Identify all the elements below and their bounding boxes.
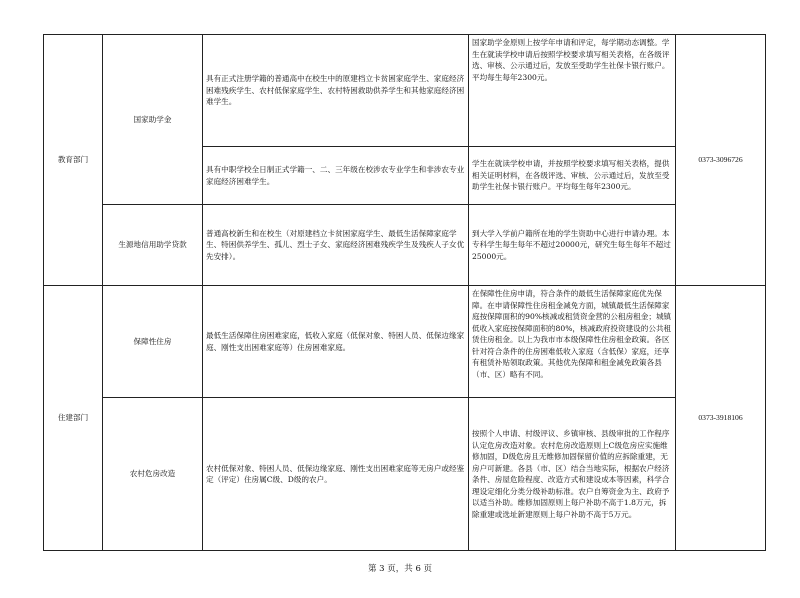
table-row: [44, 398, 766, 551]
phone-cell-housing: 0373-3918106: [676, 286, 766, 551]
department-cell-housing: 住建部门: [44, 286, 103, 551]
project-cell-student-loan: 生源地信用助学贷款: [103, 205, 203, 286]
condition-cell-high-school: 具有正式注册学籍的普通高中在校生中的原建档立卡贫困家庭学生、家庭经济困难残疾学生、农村低保家庭学生、农村特困救助供养学生和其他家庭经济困难学生。: [203, 35, 469, 147]
standard-cell-vocational: 学生在就读学校申请，并按照学校要求填写相关表格，提供相关证明材料，在各级评选、审核、公示通过后，发放至受助学生社保卡银行账户。平均每生每年2300元。: [469, 147, 676, 205]
standard-cell-high-school: 国家助学金原则上按学年申请和评定，每学期动态调整。学生在就读学校申请后按照学校要求填写相关表格，在各级评选、审核、公示通过后，发放至受助学生社保卡银行账户。平均每生每年2300元。: [469, 35, 676, 147]
phone-cell-education: 0373-3096726: [676, 35, 766, 286]
page-footer: 第 3 页，共 6 页: [367, 564, 433, 574]
table-row: [44, 286, 766, 398]
condition-cell-vocational: 具有中职学校全日制正式学籍一、二、三年级在校涉农专业学生和非涉农专业家庭经济困难学生。: [203, 147, 469, 205]
condition-cell-student-loan: 普通高校新生和在校生（对原建档立卡贫困家庭学生、最低生活保障家庭学生、特困供养学生、孤儿、烈士子女、家庭经济困难残疾学生及残疾人子女优先安排）。: [203, 205, 469, 286]
standard-cell-student-loan: 到大学入学前户籍所在地的学生资助中心进行申请办理。本专科学生每生每年不超过20000元，研究生每生每年不超过25000元。: [469, 205, 676, 286]
standard-cell-rural-renovation: 按照个人申请、村级评议、乡镇审核、县级审批的工作程序认定危房改造对象。农村危房改造原则上C级危房应实施维修加固，D级危房且无维修加固保留价值的应拆除重建，无房户可新建。各县（市、区）结合当地实际，根据农户经济条件、房屋危险程度、改造方式和建设成本等因素，科学合理设定细化分类分级补助标准。农户自筹资金为主、政府予以适当补助。维修加固原则上每户补助不高于1.8万元，拆除重建或选址新建原则上每户补助不高于5万元。: [469, 398, 676, 551]
policy-table: [43, 34, 766, 551]
project-cell-affordable-housing: 保障性住房: [103, 286, 203, 398]
standard-cell-affordable-housing: 在保障性住房申请，符合条件的最低生活保障家庭优先保障。在申请保障性住房租金减免方面，城镇最低生活保障家庭按保障面积的90%核减或租赁资金营的公租房租金；城镇低收入家庭按保障面积的80%，核减政府投资建设的公共租赁住房租金。以上为我市市本级保障性住房租金政策。各区针对符合条件的住房困难低收入家庭（含低保）家庭，还享有租赁补贴领取政策。其他优先保障和租金减免政策各县（市、区）略有不同。: [469, 286, 676, 398]
project-cell-national-grant: 国家助学金: [103, 35, 203, 205]
project-cell-rural-renovation: 农村危房改造: [103, 398, 203, 551]
condition-cell-rural-renovation: 农村低保对象、特困人员、低保边缘家庭、刚性支出困难家庭等无房户或经鉴定（评定）住房属C级、D级的农户。: [203, 398, 469, 551]
condition-cell-affordable-housing: 最低生活保障住房困难家庭，低收入家庭（低保对象、特困人员、低保边缘家庭、刚性支出困难家庭等）住房困难家庭。: [203, 286, 469, 398]
department-cell-education: 教育部门: [44, 35, 103, 286]
table-row: [44, 35, 766, 147]
table-row: [44, 205, 766, 286]
